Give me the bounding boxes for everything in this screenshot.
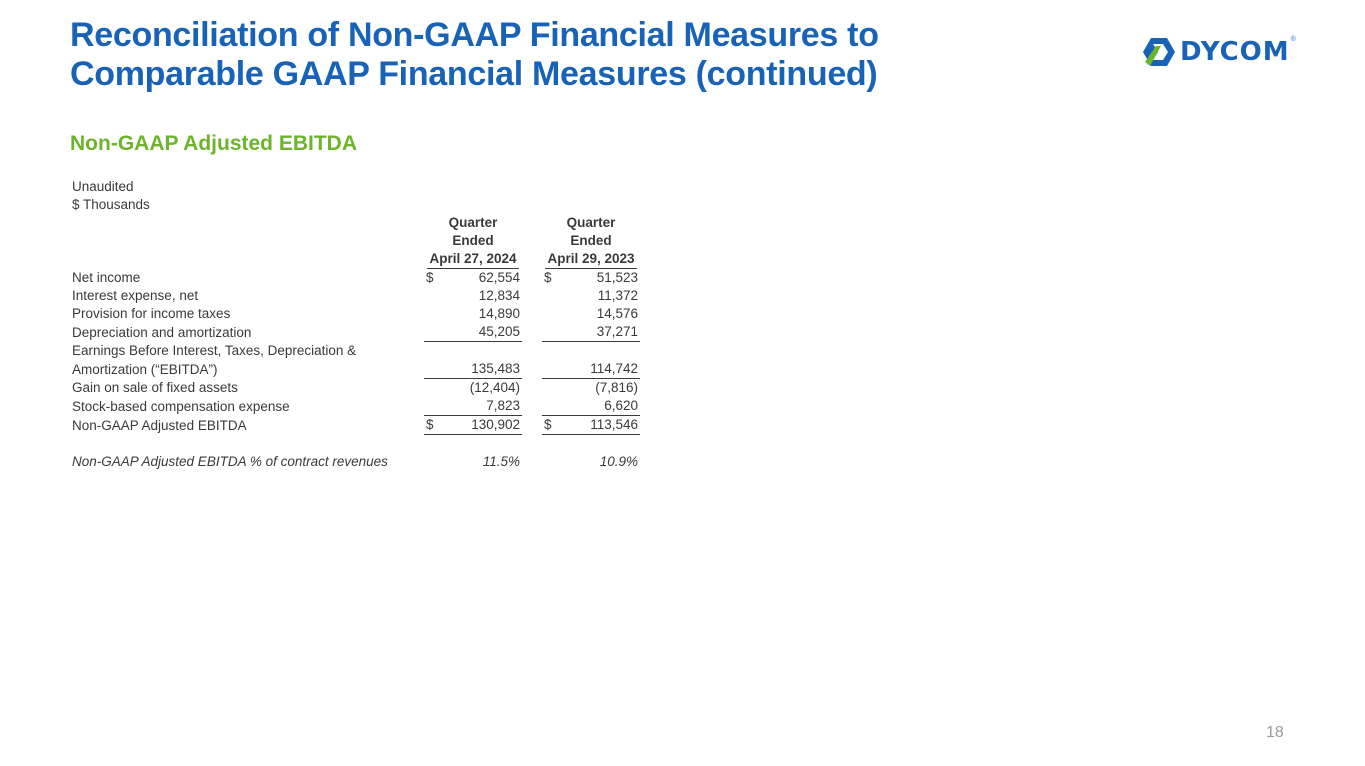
row-label-ebitda-line1: Earnings Before Interest, Taxes, Depreciation & (72, 343, 357, 358)
currency-symbol: $ (426, 417, 434, 432)
section-subtitle: Non-GAAP Adjusted EBITDA (70, 132, 357, 155)
col1-header-line2: Ended (452, 233, 494, 248)
meta-unaudited: Unaudited (72, 179, 134, 194)
col1-header-line1: Quarter (448, 215, 498, 230)
table-row (70, 397, 640, 416)
row-value-2024: 62,554 (478, 270, 520, 285)
row-label: Depreciation and amortization (72, 324, 252, 340)
row-label: Interest expense, net (72, 288, 199, 303)
table-row (70, 323, 640, 342)
col1-header-date: April 27, 2024 (427, 250, 518, 269)
row-value-2023: 11,372 (597, 288, 638, 303)
currency-symbol: $ (426, 270, 434, 285)
table-meta (72, 178, 150, 214)
header-row-2 (70, 232, 640, 250)
header-row-3 (70, 250, 640, 269)
row-value-2023: 14,576 (596, 306, 638, 321)
col2-header-line1: Quarter (566, 215, 616, 230)
table-row (70, 416, 640, 435)
table-row (70, 379, 640, 398)
row-value-2024: 14,890 (478, 306, 520, 321)
logo-text: DYCOM (1180, 37, 1290, 67)
margin-row (70, 453, 640, 471)
margin-label: Non-GAAP Adjusted EBITDA % of contract revenues (72, 454, 388, 469)
row-value-2023: 51,523 (596, 270, 638, 285)
table-row (70, 287, 640, 305)
row-value-2024: (12,404) (469, 380, 520, 395)
row-value-2023: 114,742 (542, 360, 640, 379)
row-label-ebitda-line2: Amortization (“EBITDA”) (72, 361, 218, 377)
slide-title-line-2: Comparable GAAP Financial Measures (continued) (70, 55, 878, 93)
col2-header-date: April 29, 2023 (545, 250, 636, 269)
row-label: Provision for income taxes (72, 306, 231, 321)
table-row (70, 305, 640, 323)
header-row-1 (70, 214, 640, 232)
row-value-2023: 113,546 (590, 417, 638, 432)
row-value-2024: 130,902 (471, 417, 520, 432)
row-label: Non-GAAP Adjusted EBITDA (72, 417, 247, 433)
row-value-2024: 135,483 (424, 360, 522, 379)
margin-value-2024: 11.5% (482, 454, 520, 469)
row-value-2024: 45,205 (424, 323, 522, 342)
adjusted-ebitda-table (70, 214, 640, 471)
table-row (70, 269, 640, 287)
table-row (70, 360, 640, 379)
slide-title (70, 16, 879, 94)
row-value-2024: 7,823 (424, 397, 522, 416)
table-row (70, 342, 640, 361)
row-label: Net income (72, 270, 141, 285)
currency-symbol: $ (544, 270, 552, 285)
margin-value-2023: 10.9% (599, 454, 638, 469)
row-label: Stock-based compensation expense (72, 398, 290, 414)
row-value-2023: 37,271 (542, 323, 640, 342)
row-value-2024: 12,834 (478, 288, 520, 303)
row-value-2023: (7,816) (595, 380, 638, 395)
row-label: Gain on sale of fixed assets (72, 380, 238, 395)
dycom-logo-mark-icon (1142, 36, 1176, 68)
col2-header-line2: Ended (570, 233, 612, 248)
currency-symbol: $ (544, 417, 552, 432)
spacer-row (70, 435, 640, 454)
meta-units: $ Thousands (72, 197, 150, 212)
dycom-logo (1142, 36, 1296, 68)
row-value-2023: 6,620 (542, 397, 640, 416)
slide-title-line-1: Reconciliation of Non-GAAP Financial Measures to (70, 16, 879, 54)
page-number: 18 (1266, 724, 1284, 741)
logo-trademark: ® (1290, 36, 1296, 43)
